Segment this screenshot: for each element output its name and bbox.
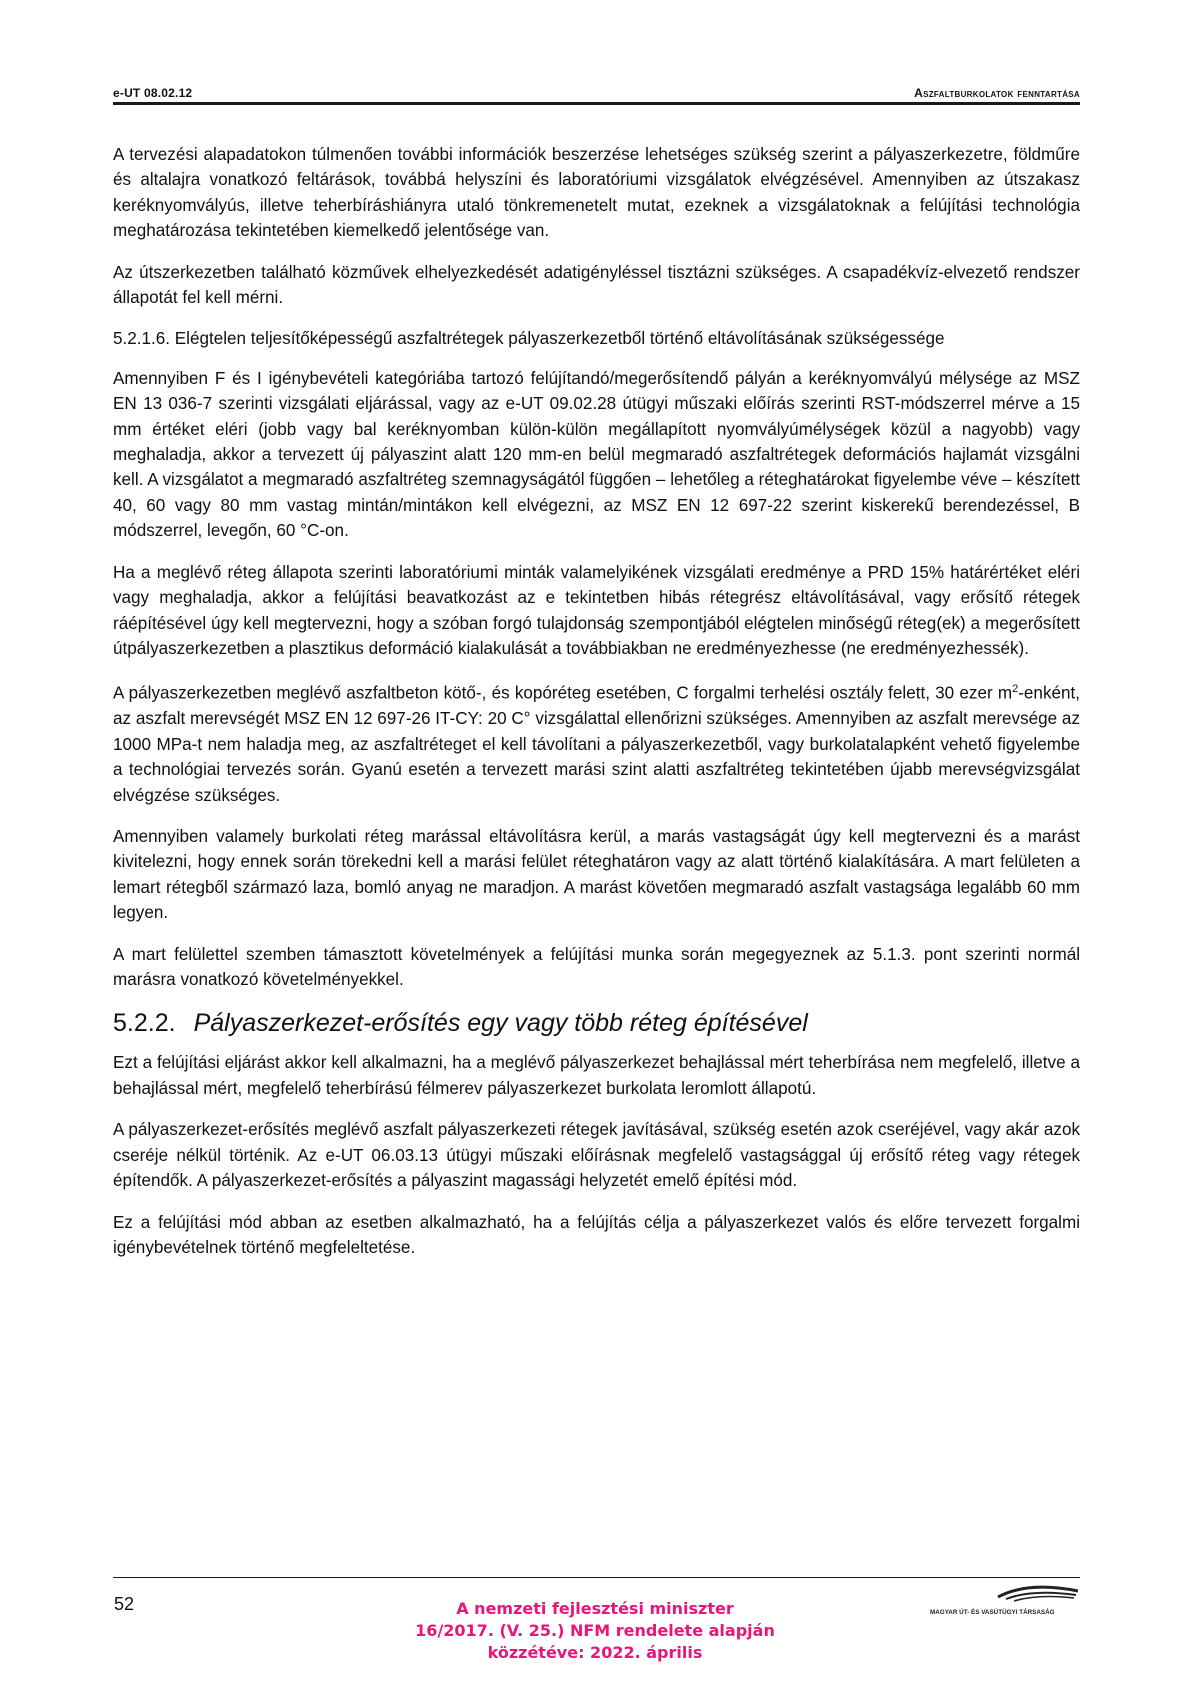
- paragraph-5-part-a: A pályaszerkezetben meglévő aszfaltbeton kötő-, és kopóréteg esetében, C forgalmi terhelési osztály felett, 30 ezer m: [113, 684, 1013, 703]
- page-content: [113, 142, 1080, 1276]
- page-header: [113, 84, 1080, 105]
- publication-stamp: [395, 1598, 795, 1664]
- paragraph-8: Ezt a felújítási eljárást akkor kell alkalmazni, ha a meglévő pályaszerkezet behajlással mért teherbírása nem megfelelő, illetve a behajlással mért, megfelelő teherbírású félmerev pályaszerkezet burkolata leromlott állapotú.: [113, 1053, 1080, 1098]
- paragraph-5: [113, 677, 1080, 808]
- paragraph-2: Az útszerkezetben található közművek elhelyezkedését adatigényléssel tisztázni szükséges. A csapadékvíz-elvezető rendszer állapotát fel kell mérni.: [113, 262, 1080, 308]
- page-number: 52: [114, 1594, 135, 1614]
- logo-text: MAGYAR ÚT- ÉS VASÚTÜGYI TÁRSASÁG: [930, 1609, 1055, 1616]
- running-title: Aszfaltburkolatok fenntartása: [914, 86, 1080, 100]
- paragraph-9: A pályaszerkezet-erősítés meglévő aszfalt pályaszerkezeti rétegek javításával, szükség esetén azok cseréjével, vagy akár azok cseréje nélkül történik. Az e-UT 06.03.13 útügyi műszaki előírásnak megfelelő vastagsággal új erősítő réteg vagy rétegek építendők. A pályaszerkezet-erősítés a pályaszint magassági helyzetét emelő építési mód.: [113, 1120, 1080, 1191]
- paragraph-4: Ha a meglévő réteg állapota szerinti laboratóriumi minták valamelyikének vizsgálati eredménye a PRD 15% határértéket eléri vagy meghaladja, akkor a felújítási beavatkozást az e tekintetben hibás rétegrész eltávolításával, vagy erősítő rétegek ráépítésével úgy kell megtervezni, hogy a szóban forgó tulajdonság szempontjából elégtelen minőségű réteg(ek) a megerősített útpályaszerkezetben a plasztikus deformáció kialakulását a továbbiakban ne eredményezhesse (ne eredményezhessék).: [113, 562, 1080, 658]
- document-code: e-UT 08.02.12: [113, 86, 193, 100]
- subsection-heading: 5.2.1.6. Elégtelen teljesítőképességű aszfaltrétegek pályaszerkezetből történő eltávolításának szükségessége: [113, 329, 945, 349]
- paragraph-6: Amennyiben valamely burkolati réteg marással eltávolításra kerül, a marás vastagságát úgy kell megtervezni és a marást kivitelezni, hogy ennek során törekedni kell a marási felület réteghatáron vagy az alatt történő kialakítására. A mart felületen a lemart rétegből származó laza, bomló anyag ne maradjon. A marást követően megmaradó aszfalt vastagsága legalább 60 mm legyen.: [113, 827, 1080, 923]
- paragraph-1: A tervezési alapadatokon túlmenően további információk beszerzése lehetséges szükség szerint a pályaszerkezetre, földműre és altalajra vonatkozó feltárások, továbbá helyszíni és laboratóriumi vizsgálatok elvégzésével. Amennyiben az útszakasz keréknyomvályús, illetve teherbíráshiányra utaló tönkremenetelt mutat, ezeknek a vizsgálatoknak a felújítási technológia meghatározása tekintetében kiemelkedő jelentősége van.: [113, 145, 1080, 241]
- paragraph-5-part-b: -enként, az aszfalt merevségét MSZ EN 12 697-26 IT-CY: 20 C° vizsgálattal ellenőrizni szükséges. Amennyiben az aszfalt merevsége az 1000 MPa-t nem haladja meg, az aszfaltréteget el kell távolítani a pályaszerkezetből, vagy burkolatalapként vehető figyelembe a technológiai tervezés során. Gyanú esetén a tervezett marási szint alatti aszfaltréteg tekintetében újabb merevségvizsgálat elvégzése szükséges.: [113, 684, 1080, 805]
- society-logo: [928, 1583, 1088, 1619]
- footer-divider: [113, 1577, 1080, 1578]
- section-title: Pályaszerkezet-erősítés egy vagy több réteg építésével: [193, 1009, 808, 1038]
- paragraph-10: Ez a felújítási mód abban az esetben alkalmazható, ha a felújítás célja a pályaszerkezet valós és előre tervezett forgalmi igénybevételnek történő megfeleltetése.: [113, 1212, 1080, 1257]
- section-number: 5.2.2.: [113, 1009, 176, 1038]
- paragraph-7: A mart felülettel szemben támasztott követelmények a felújítási munka során megegyeznek az 5.1.3. pont szerinti normál marásra vonatkozó követelményekkel.: [113, 944, 1080, 990]
- stamp-line-1: A nemzeti fejlesztési miniszter: [456, 1599, 734, 1618]
- section-heading: [113, 1008, 1080, 1038]
- superscript-2: 2: [1012, 683, 1019, 696]
- paragraph-3: Amennyiben F és I igénybevételi kategóriába tartozó felújítandó/megerősítendő pályán a keréknyomvályú mélysége az MSZ EN 13 036-7 szerinti vizsgálati eljárással, vagy az e-UT 09.02.28 útügyi műszaki előírás szerinti RST-módszerrel mérve a 15 mm értéket eléri (jobb vagy bal keréknyomban külön-külön megállapított nyomvályúmélységek közül a nagyobb) vagy meghaladja, akkor a tervezett új pályaszint alatt 120 mm-en belül megmaradó aszfaltrétegek deformációs hajlamát vizsgálni kell. A vizsgálatot a megmaradó aszfaltréteg szemnagyságától függően – lehetőleg a réteghatárokat figyelembe véve – készített 40, 60 vagy 80 mm vastag mintán/mintákon kell elvégezni, az MSZ EN 12 697-22 szerint kiskerekű berendezéssel, B módszerrel, levegőn, 60 °C-on.: [113, 368, 1080, 541]
- stamp-line-2: 16/2017. (V. 25.) NFM rendelete alapján: [415, 1621, 775, 1640]
- stamp-line-3: közzétéve: 2022. április: [487, 1643, 703, 1662]
